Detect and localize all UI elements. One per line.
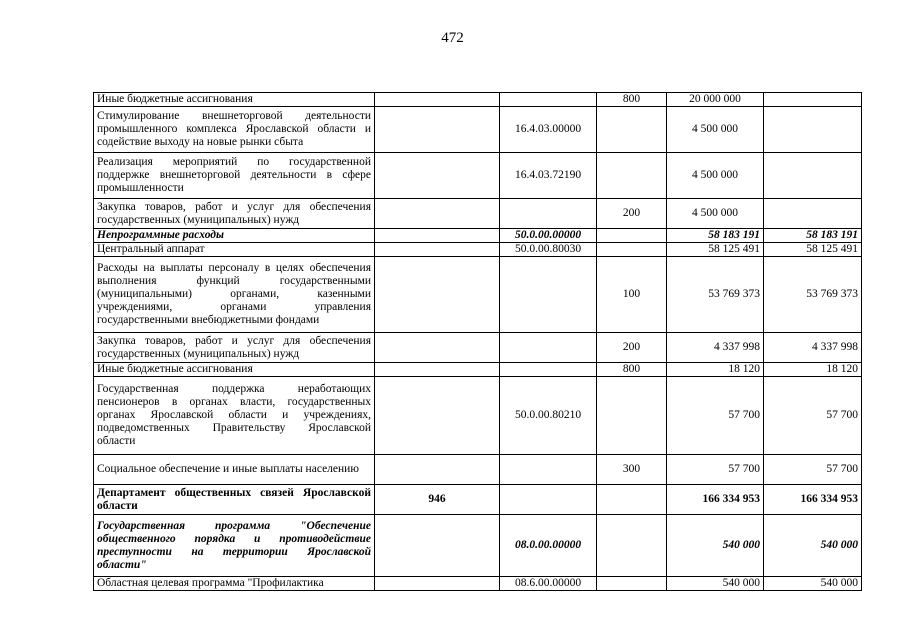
amount-cell: 58 183 191 (667, 229, 764, 243)
amount-cell-2: 57 700 (764, 455, 862, 485)
expense-type-cell: 200 (597, 199, 667, 229)
expense-type-cell (597, 515, 667, 577)
expense-type-cell (597, 243, 667, 257)
amount-cell: 18 120 (667, 363, 764, 377)
table-row (94, 363, 862, 377)
ministry-code-cell (375, 363, 500, 377)
amount-cell-2: 4 337 998 (764, 333, 862, 363)
target-code-cell (500, 485, 597, 515)
amount-cell-2 (764, 199, 862, 229)
amount-cell-2 (764, 153, 862, 199)
budget-table-body (94, 93, 862, 591)
expense-type-cell: 200 (597, 333, 667, 363)
row-name-cell: Центральный аппарат (94, 243, 375, 257)
target-code-cell: 50.0.00.00000 (500, 229, 597, 243)
amount-cell: 4 500 000 (667, 199, 764, 229)
row-name-cell: Непрограммные расходы (94, 229, 375, 243)
target-code-cell (500, 199, 597, 229)
table-row (94, 107, 862, 153)
ministry-code-cell: 946 (375, 485, 500, 515)
row-name-cell: Иные бюджетные ассигнования (94, 363, 375, 377)
ministry-code-cell (375, 243, 500, 257)
target-code-cell (500, 363, 597, 377)
target-code-cell: 50.0.00.80030 (500, 243, 597, 257)
target-code-cell (500, 93, 597, 107)
expense-type-cell (597, 377, 667, 455)
table-row (94, 229, 862, 243)
ministry-code-cell (375, 199, 500, 229)
amount-cell: 540 000 (667, 515, 764, 577)
row-name-cell: Социальное обеспечение и иные выплаты населению (94, 455, 375, 485)
amount-cell: 53 769 373 (667, 257, 764, 333)
ministry-code-cell (375, 153, 500, 199)
ministry-code-cell (375, 257, 500, 333)
target-code-cell (500, 333, 597, 363)
expense-type-cell: 800 (597, 93, 667, 107)
target-code-cell: 08.6.00.00000 (500, 577, 597, 591)
ministry-code-cell (375, 515, 500, 577)
table-row (94, 93, 862, 107)
row-name-cell: Иные бюджетные ассигнования (94, 93, 375, 107)
amount-cell-2: 18 120 (764, 363, 862, 377)
amount-cell-2: 58 183 191 (764, 229, 862, 243)
table-row (94, 515, 862, 577)
page-number: 472 (441, 30, 464, 46)
amount-cell-2: 53 769 373 (764, 257, 862, 333)
amount-cell-2: 57 700 (764, 377, 862, 455)
expense-type-cell (597, 107, 667, 153)
row-name-cell: Департамент общественных связей Ярославской области (94, 485, 375, 515)
amount-cell: 57 700 (667, 455, 764, 485)
expense-type-cell (597, 153, 667, 199)
target-code-cell: 08.0.00.00000 (500, 515, 597, 577)
expense-type-cell (597, 577, 667, 591)
amount-cell: 4 500 000 (667, 153, 764, 199)
target-code-cell (500, 257, 597, 333)
amount-cell: 20 000 000 (667, 93, 764, 107)
row-name-cell: Государственная программа "Обеспечение общественного порядка и противодействие преступности на территории Ярославской области" (94, 515, 375, 577)
target-code-cell: 50.0.00.80210 (500, 377, 597, 455)
ministry-code-cell (375, 577, 500, 591)
table-row (94, 153, 862, 199)
ministry-code-cell (375, 229, 500, 243)
target-code-cell (500, 455, 597, 485)
table-row (94, 377, 862, 455)
ministry-code-cell (375, 93, 500, 107)
target-code-cell: 16.4.03.00000 (500, 107, 597, 153)
amount-cell-2: 540 000 (764, 577, 862, 591)
expense-type-cell: 300 (597, 455, 667, 485)
row-name-cell: Закупка товаров, работ и услуг для обеспечения государственных (муниципальных) нужд (94, 199, 375, 229)
table-row (94, 455, 862, 485)
row-name-cell: Расходы на выплаты персоналу в целях обеспечения выполнения функций государственными (муниципальными) органами, казенными учреждениями, органами управления государственными внебюджетными фондами (94, 257, 375, 333)
amount-cell-2: 166 334 953 (764, 485, 862, 515)
table-row (94, 577, 862, 591)
expense-type-cell: 800 (597, 363, 667, 377)
amount-cell-2: 58 125 491 (764, 243, 862, 257)
amount-cell: 57 700 (667, 377, 764, 455)
table-row (94, 257, 862, 333)
row-name-cell: Реализация мероприятий по государственной поддержке внешнеторговой деятельности в сфере промышленности (94, 153, 375, 199)
table-row (94, 199, 862, 229)
target-code-cell: 16.4.03.72190 (500, 153, 597, 199)
row-name-cell: Государственная поддержка неработающих пенсионеров в органах власти, государственных органах Ярославской области и учреждениях, подведомственных Правительству Ярославской области (94, 377, 375, 455)
amount-cell: 4 337 998 (667, 333, 764, 363)
amount-cell: 166 334 953 (667, 485, 764, 515)
amount-cell: 58 125 491 (667, 243, 764, 257)
expense-type-cell (597, 229, 667, 243)
ministry-code-cell (375, 455, 500, 485)
budget-table (93, 92, 862, 591)
expense-type-cell: 100 (597, 257, 667, 333)
expense-type-cell (597, 485, 667, 515)
amount-cell-2 (764, 93, 862, 107)
amount-cell: 4 500 000 (667, 107, 764, 153)
row-name-cell: Стимулирование внешнеторговой деятельности промышленного комплекса Ярославской области и содействие выходу на новые рынки сбыта (94, 107, 375, 153)
amount-cell-2 (764, 107, 862, 153)
table-row (94, 485, 862, 515)
ministry-code-cell (375, 107, 500, 153)
row-name-cell: Областная целевая программа "Профилактика (94, 577, 375, 591)
row-name-cell: Закупка товаров, работ и услуг для обеспечения государственных (муниципальных) нужд (94, 333, 375, 363)
amount-cell-2: 540 000 (764, 515, 862, 577)
table-row (94, 243, 862, 257)
amount-cell: 540 000 (667, 577, 764, 591)
ministry-code-cell (375, 377, 500, 455)
ministry-code-cell (375, 333, 500, 363)
table-row (94, 333, 862, 363)
